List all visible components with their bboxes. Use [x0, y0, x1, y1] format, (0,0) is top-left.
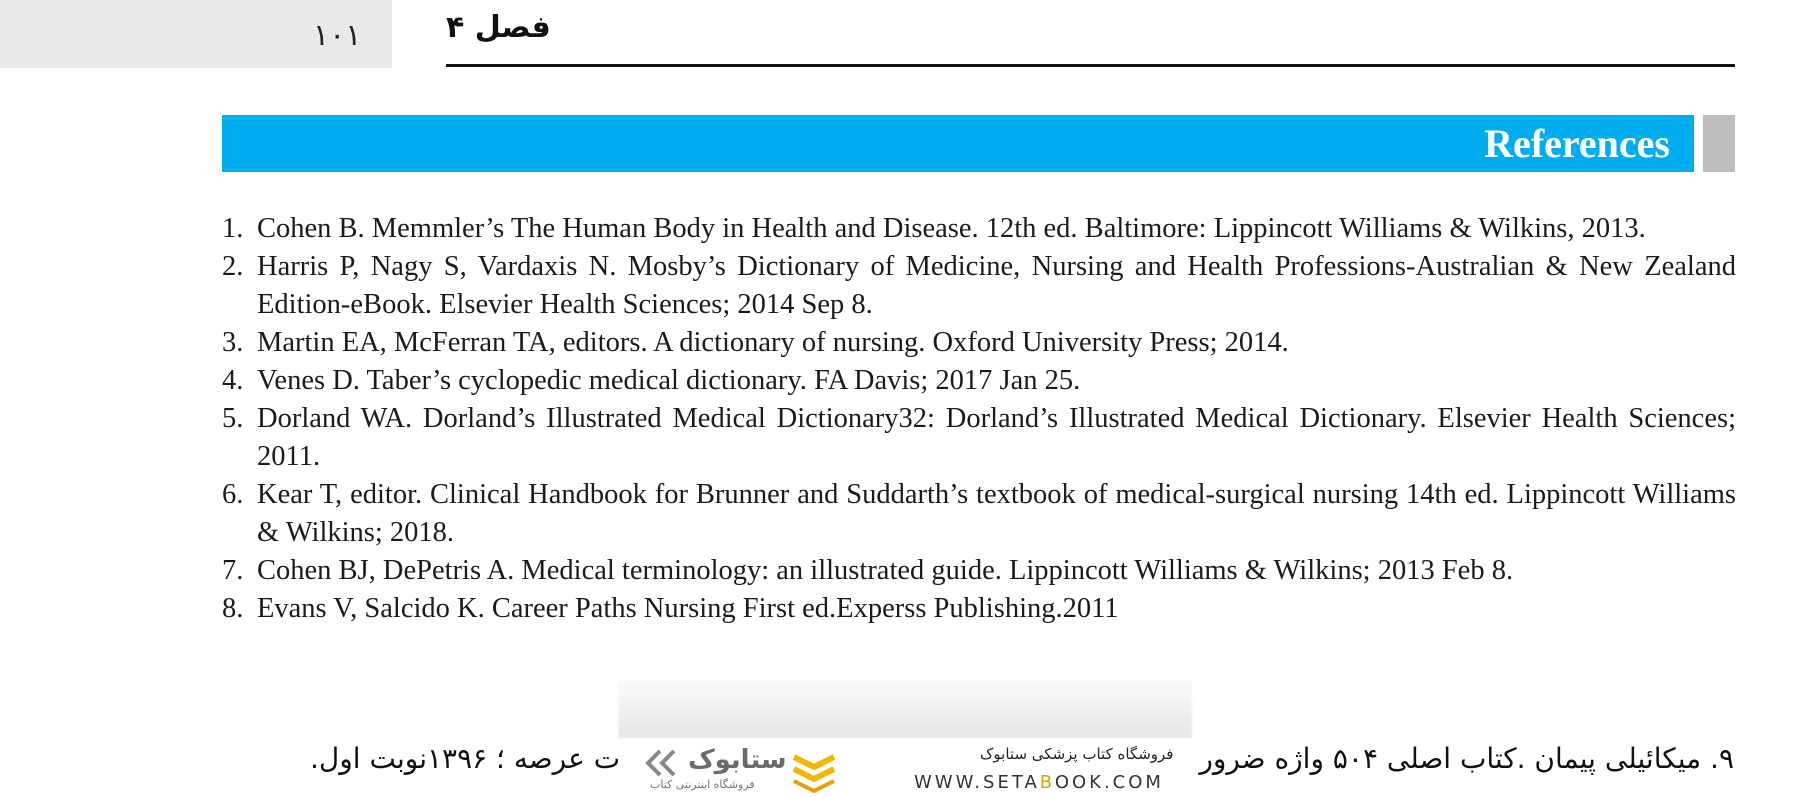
url-prefix: WWW.SETA — [914, 772, 1040, 793]
reference-number: 5. — [222, 403, 244, 434]
footer-reference-start: ۹. میکائیلی پیمان .کتاب اصلی ۵۰۴ واژه ضرور — [1199, 742, 1734, 775]
setabook-logo — [640, 745, 840, 797]
references-heading-bar — [222, 115, 1694, 172]
reference-text: Cohen BJ, DePetris A. Medical terminology: an illustrated guide. Lippincott Williams & Wilkins; 2013 Feb 8. — [257, 555, 1514, 586]
reference-item — [222, 476, 1736, 552]
reference-number: 3. — [222, 327, 244, 358]
reference-number: 4. — [222, 365, 244, 396]
reference-number: 8. — [222, 593, 244, 624]
reference-item — [222, 590, 1736, 628]
reference-text: Harris P, Nagy S, Vardaxis N. Mosby’s Dictionary of Medicine, Nursing and Health Professions-Australian & New Zealand Edition-eBook. Elsevier Health Sciences; 2014 Sep 8. — [257, 251, 1736, 320]
reference-number: 2. — [222, 251, 244, 282]
reference-number: 7. — [222, 555, 244, 586]
reference-list — [222, 210, 1736, 628]
reference-number: 1. — [222, 213, 244, 244]
logo-text: ستابوک — [688, 745, 787, 775]
heading-bar-tab — [1703, 115, 1735, 172]
page-number: ۱۰۱ — [313, 18, 362, 53]
reference-text: Dorland WA. Dorland’s Illustrated Medical Dictionary32: Dorland’s Illustrated Medical Dictionary. Elsevier Health Sciences; 2011. — [257, 403, 1736, 472]
store-name: فروشگاه کتاب پزشکی ستابوک — [976, 745, 1177, 763]
references-heading: References — [1484, 121, 1670, 166]
page-shadow — [618, 680, 1192, 738]
header-divider — [446, 64, 1735, 67]
double-chevron-icon — [640, 749, 684, 777]
chapter-title: فصل ۴ — [446, 10, 551, 45]
reference-text: Kear T, editor. Clinical Handbook for Brunner and Suddarth’s textbook of medical-surgical nursing 14th ed. Lippincott Williams & Wilkins; 2018. — [257, 479, 1736, 548]
reference-text: Evans V, Salcido K. Career Paths Nursing First ed.Experss Publishing.2011 — [257, 593, 1119, 624]
reference-item — [222, 324, 1736, 362]
reference-text: Venes D. Taber’s cyclopedic medical dictionary. FA Davis; 2017 Jan 25. — [257, 365, 1081, 396]
reference-text: Martin EA, McFerran TA, editors. A dictionary of nursing. Oxford University Press; 2014. — [257, 327, 1289, 358]
reference-item — [222, 210, 1736, 248]
reference-item — [222, 400, 1736, 476]
reference-item — [222, 248, 1736, 324]
reference-number: 6. — [222, 479, 244, 510]
logo-subtitle: فروشگاه اینترنتی کتاب — [650, 778, 755, 791]
footer-reference-end: ت عرصه ؛ ۱۳۹۶نوبت اول. — [310, 742, 621, 775]
reference-text: Cohen B. Memmler’s The Human Body in Health and Disease. 12th ed. Baltimore: Lippincott Williams & Wilkins, 2013. — [257, 213, 1646, 244]
reference-item — [222, 362, 1736, 400]
url-suffix: OOK.COM — [1054, 772, 1164, 793]
book-stack-icon — [790, 749, 838, 793]
reference-item — [222, 552, 1736, 590]
store-url[interactable] — [910, 772, 1168, 793]
url-accent: B — [1039, 772, 1055, 793]
